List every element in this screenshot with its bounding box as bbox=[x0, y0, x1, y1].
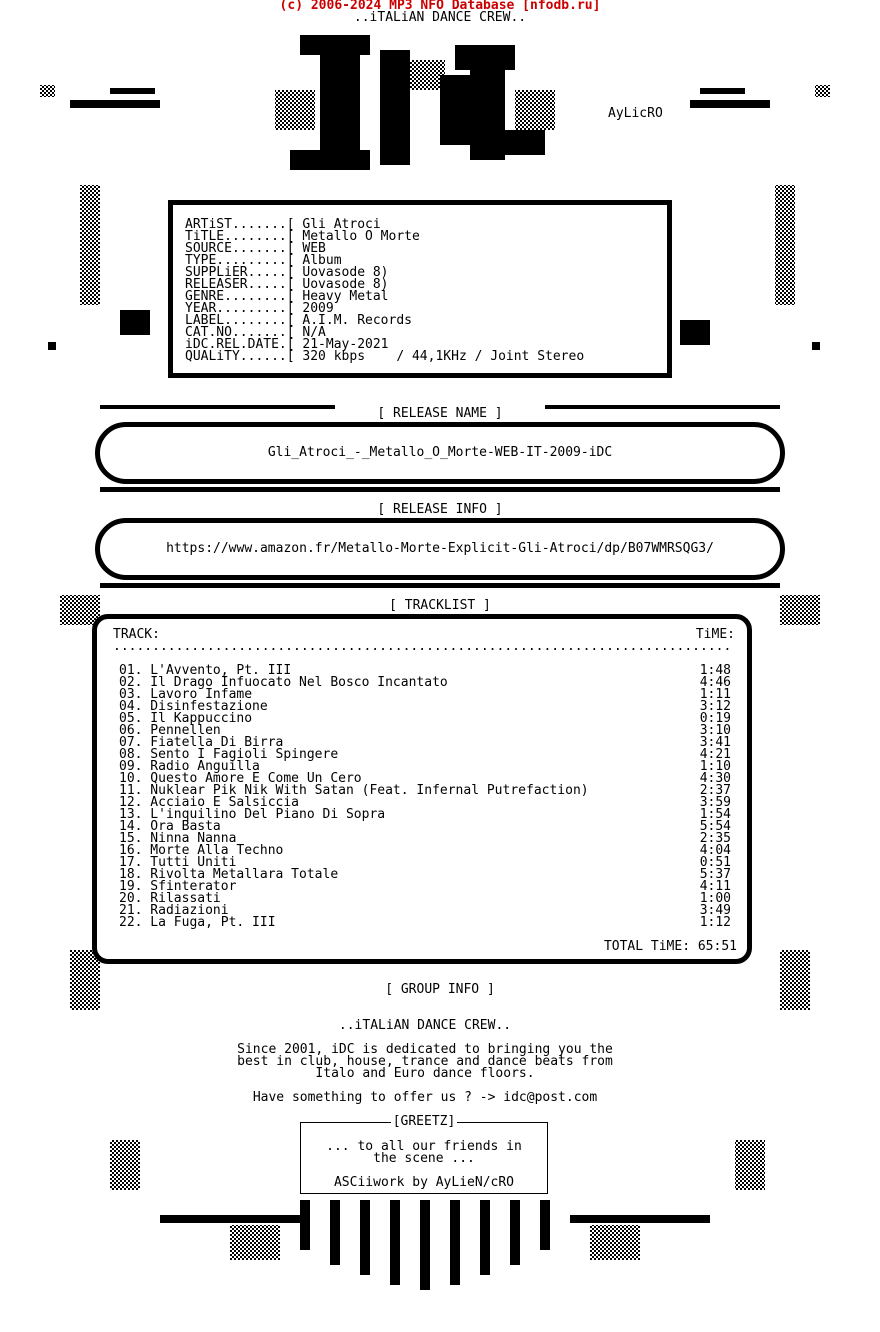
track-column-header: TRACK: bbox=[113, 627, 160, 642]
track-time: 0:19 bbox=[699, 711, 731, 726]
track-time: 3:59 bbox=[699, 795, 731, 810]
info-label: TYPE.........[ bbox=[185, 253, 295, 268]
dotted-rule: ............................................................................... bbox=[113, 641, 731, 653]
track-name: 03. Lavoro Infame bbox=[119, 687, 253, 702]
info-label: RELEASER.....[ bbox=[185, 277, 295, 292]
track-time: 1:12 bbox=[699, 915, 731, 930]
track-name: 05. Il Kappuccino bbox=[119, 711, 253, 726]
track-name: 17. Tutti Uniti bbox=[119, 855, 237, 870]
track-name: 14. Ora Basta bbox=[119, 819, 221, 834]
info-label: QUALiTY......[ bbox=[185, 349, 295, 364]
info-value: Metallo O Morte bbox=[302, 229, 420, 244]
track-time: 4:11 bbox=[699, 879, 731, 894]
release-name: Gli_Atroci_-_Metallo_O_Morte-WEB-IT-2009-iDC bbox=[267, 445, 613, 460]
greetz-heading: [GREETZ] bbox=[392, 1114, 456, 1129]
info-label: TiTLE........[ bbox=[185, 229, 295, 244]
info-value: 2009 bbox=[302, 301, 334, 316]
track-name: 12. Acciaio E Salsiccia bbox=[119, 795, 300, 810]
total-time: TOTAL TiME: 65:51 bbox=[603, 939, 737, 954]
track-time: 4:30 bbox=[699, 771, 731, 786]
ascii-credit: ASCiiwork by AyLieN/cRO bbox=[333, 1175, 514, 1190]
track-name: 02. Il Drago Infuocato Nel Bosco Incantato bbox=[119, 675, 448, 690]
info-value: Heavy Metal bbox=[302, 289, 389, 304]
info-value: 320 kbps / 44,1KHz / Joint Stereo bbox=[302, 349, 585, 364]
release-info-box bbox=[168, 200, 672, 378]
track-time: 2:37 bbox=[699, 783, 731, 798]
track-name: 01. L'Avvento, Pt. III bbox=[119, 663, 292, 678]
track-time: 4:21 bbox=[699, 747, 731, 762]
track-name: 08. Sento I Fagioli Spingere bbox=[119, 747, 339, 762]
track-time: 1:11 bbox=[699, 687, 731, 702]
info-value: WEB bbox=[302, 241, 326, 256]
group-text-line: Italo and Euro dance floors. bbox=[315, 1066, 535, 1081]
track-name: 06. Pennellen bbox=[119, 723, 221, 738]
track-time: 5:54 bbox=[699, 819, 731, 834]
track-time: 3:41 bbox=[699, 735, 731, 750]
release-name-heading: [ RELEASE NAME ] bbox=[0, 408, 880, 420]
info-label: SUPPLiER.....[ bbox=[185, 265, 295, 280]
crew-name-top: ..iTALiAN DANCE CREW.. bbox=[353, 10, 527, 25]
info-label: GENRE........[ bbox=[185, 289, 295, 304]
track-name: 18. Rivolta Metallara Totale bbox=[119, 867, 339, 882]
track-name: 19. Sfinterator bbox=[119, 879, 237, 894]
group-text-line: best in club, house, trance and dance beats from bbox=[237, 1054, 613, 1069]
info-value: 21-May-2021 bbox=[302, 337, 389, 352]
info-list bbox=[185, 219, 584, 363]
track-name: 15. Ninna Nanna bbox=[119, 831, 237, 846]
track-name: 07. Fiatella Di Birra bbox=[119, 735, 284, 750]
track-time: 3:12 bbox=[699, 699, 731, 714]
art-credit-short: AyLicRO bbox=[608, 106, 663, 121]
track-time: 0:51 bbox=[699, 855, 731, 870]
greetz-box bbox=[300, 1114, 548, 1194]
info-label: SOURCE.......[ bbox=[185, 241, 295, 256]
release-info-heading: [ RELEASE INFO ] bbox=[0, 504, 880, 516]
nfodb-header: (c) 2006-2024 MP3 NFO Database [nfodb.ru] bbox=[279, 0, 601, 13]
group-description bbox=[0, 1044, 850, 1080]
info-label: ARTiST.......[ bbox=[185, 217, 295, 232]
release-url-box bbox=[95, 518, 785, 580]
track-name: 13. L'inquilino Del Piano Di Sopra bbox=[119, 807, 386, 822]
idc-logo bbox=[275, 35, 555, 170]
info-value: Gli Atroci bbox=[302, 217, 381, 232]
release-url-link[interactable]: https://www.amazon.fr/Metallo-Morte-Explicit-Gli-Atroci/dp/B07WMRSQG3/ bbox=[166, 541, 714, 556]
track-row bbox=[119, 917, 731, 929]
track-name: 16. Morte Alla Techno bbox=[119, 843, 284, 858]
track-time: 1:54 bbox=[699, 807, 731, 822]
info-label: iDC.REL.DATE.[ bbox=[185, 337, 295, 352]
group-info-heading: [ GROUP INFO ] bbox=[0, 984, 880, 996]
greetz-text bbox=[301, 1141, 547, 1165]
info-value: Uovasode 8) bbox=[302, 265, 389, 280]
track-time: 3:49 bbox=[699, 903, 731, 918]
track-time: 5:37 bbox=[699, 867, 731, 882]
group-text-line: Since 2001, iDC is dedicated to bringing you the bbox=[237, 1042, 613, 1057]
track-list bbox=[119, 665, 731, 929]
track-time: 4:46 bbox=[699, 675, 731, 690]
info-value: N/A bbox=[302, 325, 326, 340]
tracklist-box bbox=[92, 614, 752, 964]
release-name-box bbox=[95, 422, 785, 484]
offer-text: Have something to offer us ? -> idc@post.com bbox=[252, 1090, 598, 1105]
tracklist-heading: [ TRACKLIST ] bbox=[0, 600, 880, 612]
track-name: 21. Radiazioni bbox=[119, 903, 229, 918]
info-label: CAT.NO.......[ bbox=[185, 325, 295, 340]
track-name: 10. Questo Amore E Come Un Cero bbox=[119, 771, 362, 786]
track-time: 3:10 bbox=[699, 723, 731, 738]
greetz-line: ... to all our friends in bbox=[326, 1139, 522, 1154]
track-name: 11. Nuklear Pik Nik With Satan (Feat. Infernal Putrefaction) bbox=[119, 783, 589, 798]
info-row bbox=[185, 351, 584, 363]
group-crew-name: ..iTALiAN DANCE CREW.. bbox=[338, 1018, 512, 1033]
track-time: 1:00 bbox=[699, 891, 731, 906]
info-value: A.I.M. Records bbox=[302, 313, 412, 328]
track-time: 4:04 bbox=[699, 843, 731, 858]
track-time: 1:48 bbox=[699, 663, 731, 678]
info-label: LABEL........[ bbox=[185, 313, 295, 328]
info-label: YEAR.........[ bbox=[185, 301, 295, 316]
time-column-header: TiME: bbox=[695, 627, 735, 642]
greetz-line: the scene ... bbox=[373, 1151, 475, 1166]
info-value: Album bbox=[302, 253, 342, 268]
info-value: Uovasode 8) bbox=[302, 277, 389, 292]
track-name: 20. Rilassati bbox=[119, 891, 221, 906]
track-name: 04. Disinfestazione bbox=[119, 699, 268, 714]
track-name: 22. La Fuga, Pt. III bbox=[119, 915, 276, 930]
track-time: 2:35 bbox=[699, 831, 731, 846]
track-time: 1:10 bbox=[699, 759, 731, 774]
track-name: 09. Radio Anguilla bbox=[119, 759, 260, 774]
